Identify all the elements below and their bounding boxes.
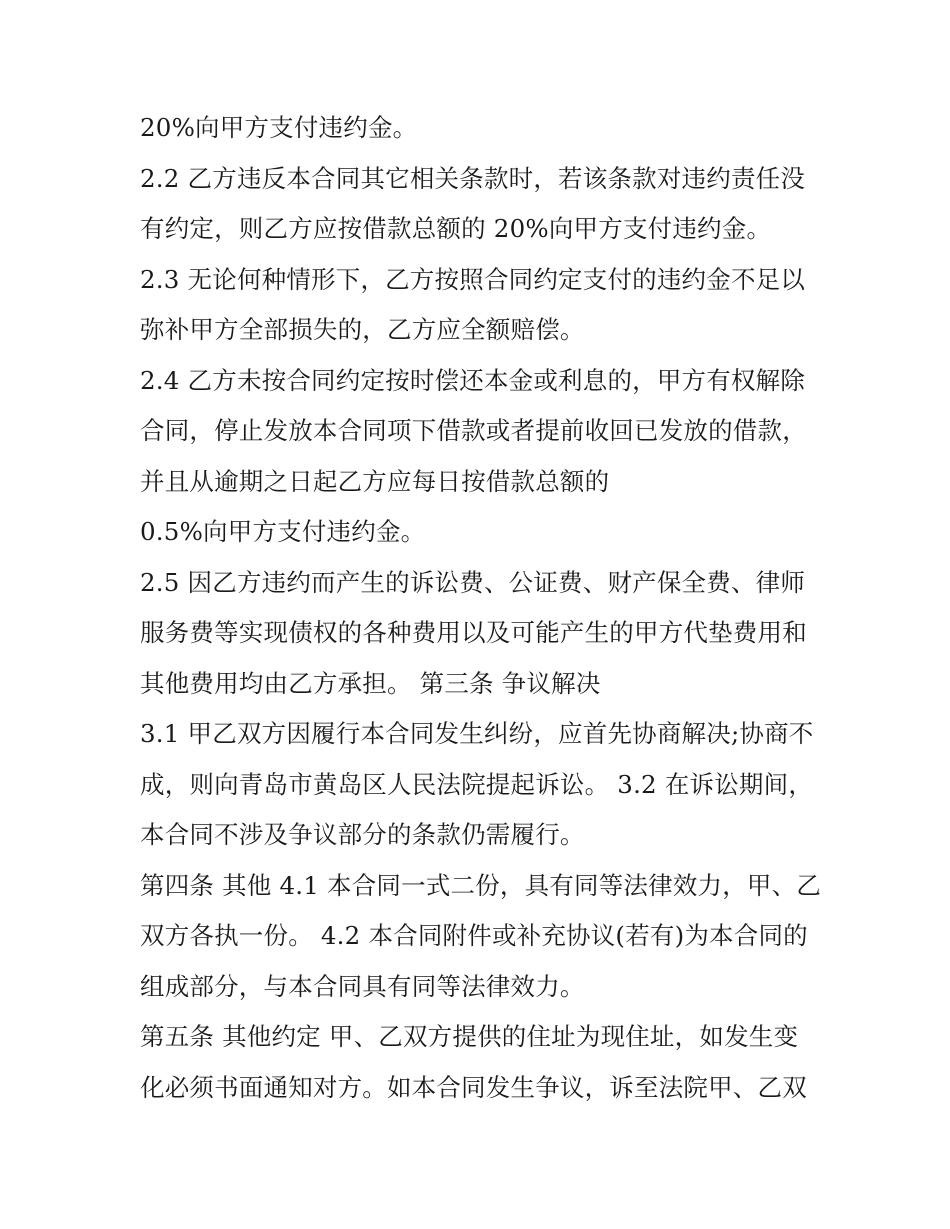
text-line: 其他费用均由乙方承担。 第三条 争议解决 [140,668,601,698]
text-line: 有约定，则乙方应按借款总额的 20%向甲方支付违约金。 [140,214,772,243]
text-line: 2.3 无论何种情形下，乙方按照合同约定支付的违约金不足以 [140,264,806,294]
text-line: 2.4 乙方未按合同约定按时偿还本金或利息的，甲方有权解除 [140,365,806,395]
text-line: 第五条 其他约定 甲、乙双方提供的住址为现住址，如发生变 [140,1022,799,1051]
text-line: 并且从逾期之日起乙方应每日按借款总额的 [140,466,610,496]
text-line: 第四条 其他 4.1 本合同一式二份，具有同等法律效力，甲、乙 [140,870,822,900]
text-line: 双方各执一份。 4.2 本合同附件或补充协议(若有)为本合同的 [140,921,808,950]
text-line: 3.1 甲乙双方因履行本合同发生纠纷，应首先协商解决;协商不 [140,719,814,748]
document-body [140,103,830,1113]
text-line: 0.5%向甲方支付违约金。 [140,517,426,546]
text-line: 20%向甲方支付违约金。 [140,113,418,142]
text-line: 化必须书面通知对方。如本合同发生争议，诉至法院甲、乙双 [140,1072,807,1102]
text-line: 本合同不涉及争议部分的条款仍需履行。 [140,820,585,849]
text-line: 合同，停止发放本合同项下借款或者提前收回已发放的借款， [140,416,807,445]
text-line: 服务费等实现债权的各种费用以及可能产生的甲方代垫费用和 [140,618,807,647]
text-line: 弥补甲方全部损失的，乙方应全额赔偿。 [140,315,585,344]
text-line: 2.2 乙方违反本合同其它相关条款时，若该条款对违约责任没 [140,163,806,193]
text-line: 组成部分，与本合同具有同等法律效力。 [140,971,585,1001]
text-line: 2.5 因乙方违约而产生的诉讼费、公证费、财产保全费、律师 [140,567,806,597]
text-line: 成，则向青岛市黄岛区人民法院提起诉讼。 3.2 在诉讼期间， [140,769,814,799]
